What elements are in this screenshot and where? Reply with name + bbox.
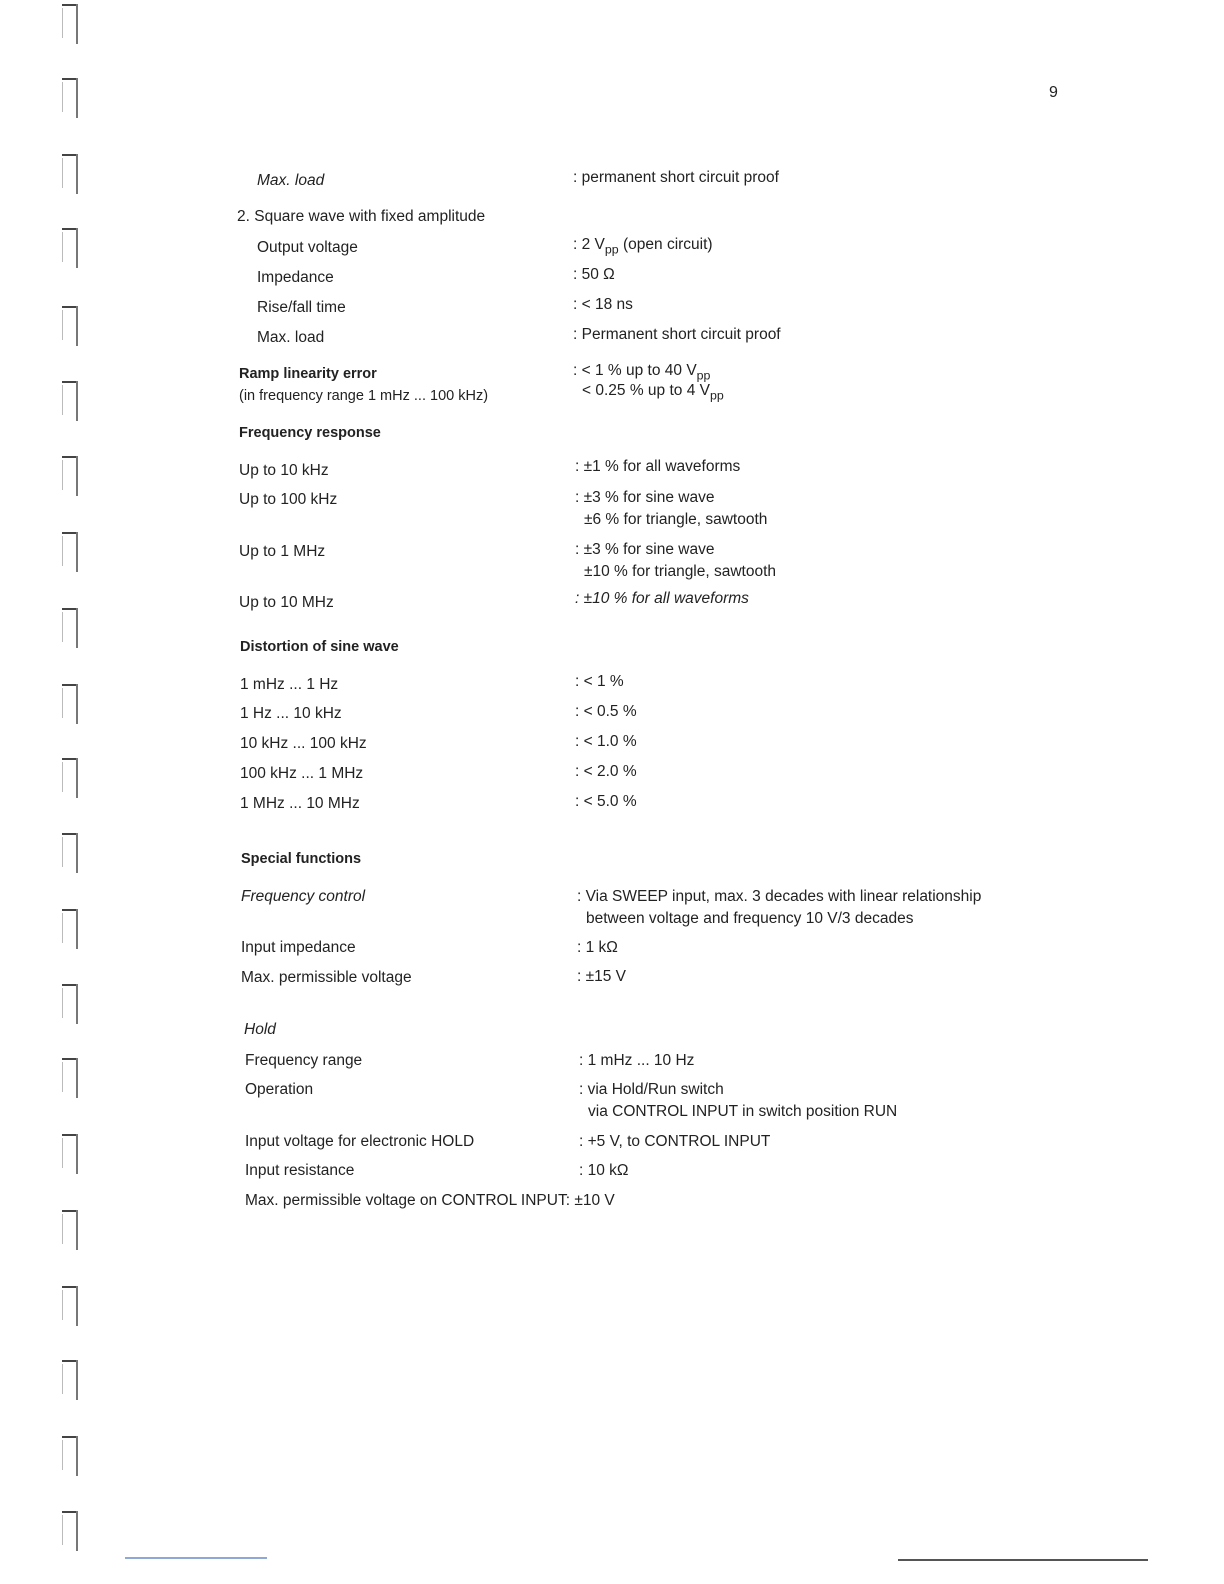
distortion-heading: Distortion of sine wave: [240, 639, 399, 655]
bottom-right-rule: [898, 1559, 1148, 1561]
max-permissible-voltage-value: : ±15 V: [577, 968, 627, 985]
frequency-response-heading: Frequency response: [239, 425, 381, 441]
page-number: 9: [1049, 84, 1058, 101]
up-to-100khz-label: Up to 100 kHz: [239, 491, 338, 508]
input-impedance-label: Input impedance: [241, 939, 356, 956]
dist-1hz-10khz-label: 1 Hz ... 10 kHz: [240, 705, 342, 722]
max-load-2-label: Max. load: [257, 329, 325, 346]
max-load-2-value: : Permanent short circuit proof: [573, 326, 781, 343]
dist-1hz-10khz-value: : < 0.5 %: [575, 703, 637, 720]
up-to-1mhz-label: Up to 1 MHz: [239, 543, 326, 560]
dist-1mhz-1hz-label: 1 mHz ... 1 Hz: [240, 676, 339, 693]
input-voltage-hold-value: : +5 V, to CONTROL INPUT: [579, 1133, 771, 1150]
frequency-control-label: Frequency control: [241, 888, 366, 905]
input-resistance-value: : 10 kΩ: [579, 1162, 629, 1179]
up-to-10mhz-label: Up to 10 MHz: [239, 594, 334, 611]
max-load-1-label: Max. load: [257, 172, 325, 189]
input-voltage-hold-label: Input voltage for electronic HOLD: [245, 1133, 475, 1150]
bottom-left-rule: [125, 1557, 267, 1559]
operation-value: : via Hold/Run switch via CONTROL INPUT in switch position RUN: [579, 1081, 898, 1120]
output-voltage-value: : 2 $V_{pp}$ (open circuit): [573, 236, 713, 257]
hold-heading: Hold: [244, 1021, 276, 1038]
ramp-linearity-label: Ramp linearity error: [239, 366, 377, 382]
frequency-control-value: : Via SWEEP input, max. 3 decades with linear relationship between voltage and frequency 10 V/3 decades: [577, 888, 982, 927]
dist-1mhz-10mhz-label: 1 MHz ... 10 MHz: [240, 795, 360, 812]
max-load-1-value: : permanent short circuit proof: [573, 169, 779, 186]
special-functions-heading: Special functions: [241, 851, 362, 867]
impedance-label: Impedance: [257, 269, 334, 286]
operation-label: Operation: [245, 1081, 314, 1098]
impedance-value: : 50 Ω: [573, 266, 615, 283]
ramp-linearity-range: (in frequency range 1 mHz ... 100 kHz): [239, 388, 489, 404]
square-wave-heading: 2. Square wave with fixed amplitude: [237, 208, 486, 225]
rise-fall-time-value: : < 18 ns: [573, 296, 633, 313]
max-voltage-control-input: Max. permissible voltage on CONTROL INPUT: ±10 V: [245, 1192, 615, 1209]
rise-fall-time-label: Rise/fall time: [257, 299, 346, 316]
up-to-10khz-label: Up to 10 kHz: [239, 462, 329, 479]
input-impedance-value: : 1 kΩ: [577, 939, 618, 956]
max-permissible-voltage-label: Max. permissible voltage: [241, 969, 412, 986]
frequency-range-label: Frequency range: [245, 1052, 363, 1069]
dist-10khz-100khz-label: 10 kHz ... 100 kHz: [240, 735, 367, 752]
dist-10khz-100khz-value: : < 1.0 %: [575, 733, 637, 750]
up-to-1mhz-value: : ±3 % for sine wave ±10 % for triangle, sawtooth: [575, 541, 777, 580]
dist-1mhz-10mhz-value: : < 5.0 %: [575, 793, 637, 810]
frequency-range-value: : 1 mHz ... 10 Hz: [579, 1052, 695, 1069]
output-voltage-label: Output voltage: [257, 239, 358, 256]
dist-1mhz-1hz-value: : < 1 %: [575, 673, 624, 690]
input-resistance-label: Input resistance: [245, 1162, 355, 1179]
up-to-10mhz-value: : ±10 % for all waveforms: [575, 590, 749, 607]
up-to-100khz-value: : ±3 % for sine wave ±6 % for triangle, sawtooth: [575, 489, 768, 528]
dist-100khz-1mhz-value: : < 2.0 %: [575, 763, 637, 780]
ramp-linearity-value: : < 1 % up to 40 $V_{pp}$ < 0.25 % up to 4 $V_{pp}$: [573, 362, 724, 403]
up-to-10khz-value: : ±1 % for all waveforms: [575, 458, 741, 475]
dist-100khz-1mhz-label: 100 kHz ... 1 MHz: [240, 765, 364, 782]
